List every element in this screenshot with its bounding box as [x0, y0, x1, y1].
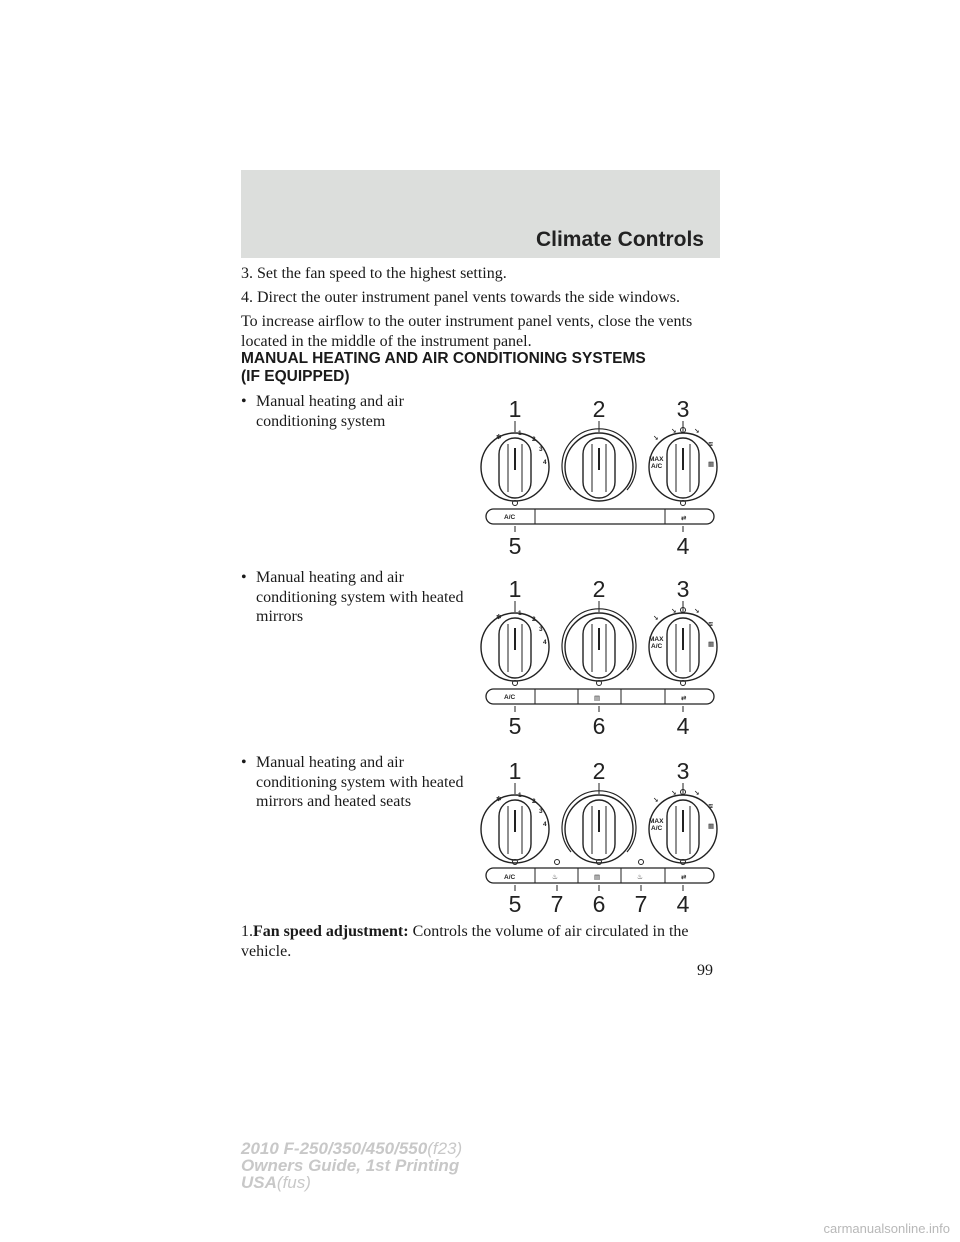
- footer-edition: Owners Guide, 1st Printing: [241, 1156, 460, 1175]
- section-heading-line2: (IF EQUIPPED): [241, 368, 350, 385]
- ac-button[interactable]: A/C: [504, 514, 516, 521]
- temperature-knob[interactable]: [562, 609, 636, 681]
- callout-2: 2: [592, 758, 606, 784]
- callout-5: 5: [508, 713, 522, 739]
- footer: [241, 1140, 462, 1191]
- fan-speed-label: 4: [543, 821, 547, 828]
- max-ac-label: A/C: [651, 463, 663, 470]
- climate-panel-diagram: [478, 570, 724, 740]
- fan-icon: ✽: [496, 614, 502, 621]
- recirculation-icon[interactable]: ⇄: [681, 695, 687, 702]
- ac-button[interactable]: A/C: [504, 874, 516, 881]
- callout-6: 6: [592, 713, 606, 739]
- vent-icon: ↘: [653, 435, 659, 442]
- item-number: 1.: [241, 923, 253, 940]
- bullet-marker: •: [241, 754, 247, 771]
- defrost-icon: ≋: [708, 441, 714, 448]
- item-term: Fan speed adjustment:: [253, 923, 409, 940]
- page-number: 99: [697, 962, 713, 979]
- bullet-text: Manual heating and air conditioning system with heated mirrors: [256, 569, 464, 625]
- floor-defrost-icon: ↘: [694, 428, 700, 435]
- page-title: Climate Controls: [535, 228, 704, 251]
- callout-3: 3: [676, 396, 690, 422]
- max-ac-label: MAX: [649, 636, 664, 643]
- vent-icon: ↘: [653, 797, 659, 804]
- bullet-item: [241, 392, 471, 431]
- fan-speed-label: 3: [539, 446, 543, 453]
- callout-4: 4: [676, 891, 690, 917]
- fan-speed-label: 4: [543, 459, 547, 466]
- fan-speed-label: 2: [532, 436, 536, 443]
- fan-icon: ✽: [496, 796, 502, 803]
- footer-code: (f23): [427, 1139, 463, 1158]
- rear-defrost-icon[interactable]: ▤: [594, 695, 601, 702]
- fan-speed-label: 1: [518, 430, 522, 437]
- fan-speed-label: 3: [539, 808, 543, 815]
- climate-panel-heated-seats: [478, 752, 724, 922]
- callout-3: 3: [676, 758, 690, 784]
- bullet-item: [241, 568, 471, 627]
- rear-defrost-icon[interactable]: ▤: [594, 874, 601, 881]
- defrost-icon: ≋: [708, 803, 714, 810]
- floor-icon: ↘: [671, 428, 677, 435]
- max-ac-label: MAX: [649, 818, 664, 825]
- callout-7: 7: [550, 891, 564, 917]
- climate-panel-diagram: [478, 390, 724, 560]
- ac-button[interactable]: A/C: [504, 694, 516, 701]
- callout-2: 2: [592, 396, 606, 422]
- section-heading-line1: MANUAL HEATING AND AIR CONDITIONING SYSTEMS: [241, 350, 646, 367]
- heated-seat-icon[interactable]: ♨: [637, 874, 643, 881]
- climate-panel-basic: [478, 390, 724, 560]
- fan-speed-knob[interactable]: [481, 795, 549, 863]
- recirculation-icon[interactable]: ⇄: [681, 874, 687, 881]
- header-band: [241, 170, 720, 258]
- bullet-marker: •: [241, 393, 247, 410]
- fan-speed-knob[interactable]: [478, 426, 556, 508]
- callout-1: 1: [508, 758, 522, 784]
- climate-panel-heated-mirrors: [478, 570, 724, 740]
- bullet-item: [241, 753, 471, 812]
- footer-market-code: (fus): [276, 1173, 311, 1192]
- section-heading: [241, 350, 721, 386]
- defrost-icon: ≋: [708, 621, 714, 628]
- recirculation-icon[interactable]: ⇄: [681, 515, 687, 522]
- body-text: [241, 264, 721, 356]
- item-fan-speed: [241, 922, 721, 961]
- callout-4: 4: [676, 713, 690, 739]
- callout-3: 3: [676, 576, 690, 602]
- callout-7: 7: [634, 891, 648, 917]
- callout-1: 1: [508, 576, 522, 602]
- fan-speed-label: 2: [532, 616, 536, 623]
- floor-icon: ↘: [671, 790, 677, 797]
- step-4: 4. Direct the outer instrument panel vents towards the side windows.: [241, 289, 681, 306]
- callout-5: 5: [508, 891, 522, 917]
- defrost-icon: ▦: [708, 461, 715, 468]
- floor-defrost-icon: ↘: [694, 608, 700, 615]
- footer-market: USA: [241, 1173, 277, 1192]
- fan-icon: ✽: [496, 434, 502, 441]
- fan-speed-label: 3: [539, 626, 543, 633]
- fan-speed-label: 1: [518, 792, 522, 799]
- max-ac-label: A/C: [651, 643, 663, 650]
- max-ac-label: A/C: [651, 825, 663, 832]
- temperature-knob[interactable]: [562, 429, 636, 501]
- callout-1: 1: [508, 396, 522, 422]
- airflow-paragraph: To increase airflow to the outer instrument panel vents, close the vents located in the middle of the instrument panel.: [241, 313, 693, 350]
- defrost-icon: ▦: [708, 641, 715, 648]
- item-description: Controls the volume of air circulated in the vehicle.: [241, 923, 689, 960]
- vent-icon: ↘: [653, 615, 659, 622]
- callout-2: 2: [592, 576, 606, 602]
- bullet-text: Manual heating and air conditioning system: [256, 393, 404, 430]
- temperature-knob[interactable]: [562, 791, 636, 863]
- bullet-marker: •: [241, 569, 247, 586]
- floor-defrost-icon: ↘: [694, 790, 700, 797]
- fan-speed-label: 1: [518, 610, 522, 617]
- heated-seat-icon[interactable]: ♨: [552, 874, 558, 881]
- step-3: 3. Set the fan speed to the highest setting.: [241, 265, 507, 282]
- max-ac-label: MAX: [649, 456, 664, 463]
- bullet-text: Manual heating and air conditioning system with heated mirrors and heated seats: [256, 754, 464, 810]
- defrost-icon: ▦: [708, 823, 715, 830]
- callout-6: 6: [592, 891, 606, 917]
- callout-5: 5: [508, 533, 522, 559]
- callout-4: 4: [676, 533, 690, 559]
- climate-panel-diagram: [478, 752, 724, 922]
- fan-speed-label: 2: [532, 798, 536, 805]
- fan-speed-knob[interactable]: [481, 613, 549, 681]
- watermark: carmanualsonline.info: [823, 1221, 950, 1236]
- fan-speed-label: 4: [543, 639, 547, 646]
- footer-model: 2010 F-250/350/450/550: [241, 1139, 428, 1158]
- floor-icon: ↘: [671, 608, 677, 615]
